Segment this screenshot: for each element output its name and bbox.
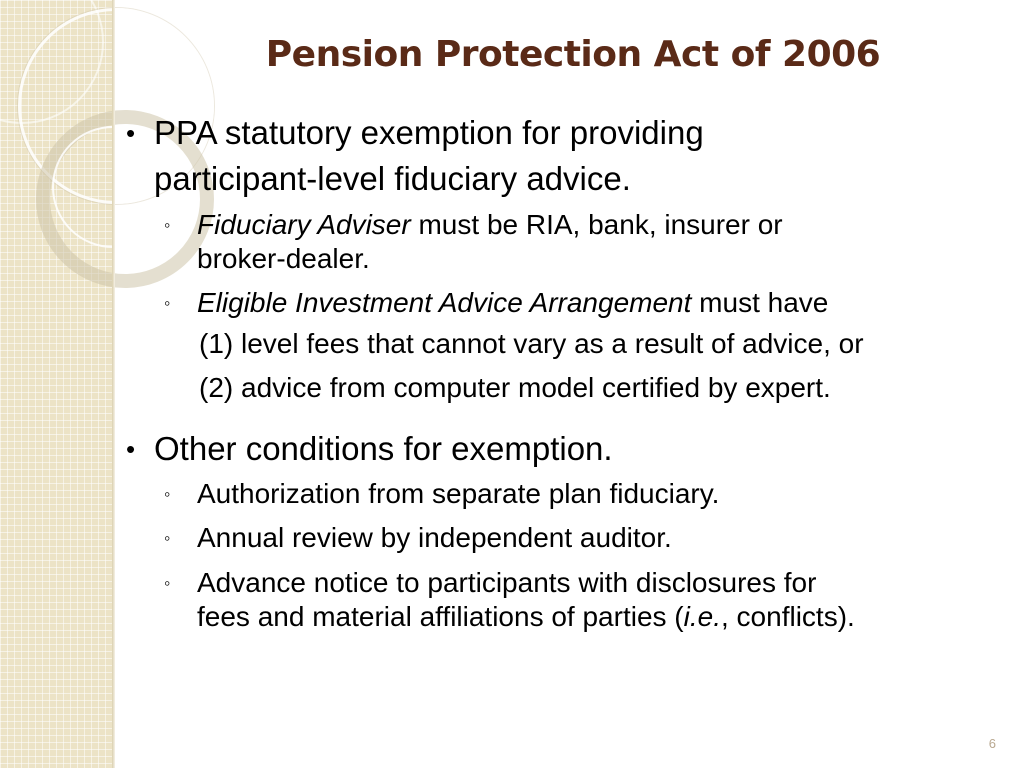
bullet-text: PPA statutory exemption for providing xyxy=(154,114,704,151)
bullet-text: Other conditions for exemption. xyxy=(154,430,613,467)
sub-bullet-text: Annual review by independent auditor. xyxy=(197,522,672,553)
term-fiduciary-adviser: Fiduciary Adviser xyxy=(197,209,411,240)
slide-number: 6 xyxy=(988,736,996,751)
sub-bullet-fiduciary-adviser xyxy=(126,208,1016,276)
sub-bullet-eligible-arrangement xyxy=(126,284,1016,322)
sub-bullet-text: broker-dealer. xyxy=(197,243,370,274)
sidebar-edge xyxy=(112,0,115,768)
term-eligible-arrangement: Eligible Investment Advice Arrangement xyxy=(197,287,692,318)
sub-bullet-icon: ◦ xyxy=(164,573,171,593)
slide-title: Pension Protection Act of 2006 xyxy=(265,34,881,75)
bullet-other-conditions xyxy=(126,426,1016,472)
sub-bullet-icon: ◦ xyxy=(164,528,171,548)
bullet-ppa-exemption xyxy=(126,110,1016,202)
abbrev-ie: i.e. xyxy=(683,601,721,632)
arrangement-condition-1: (1) level fees that cannot vary as a result of advice, or xyxy=(199,328,864,359)
sub-bullet-icon: ◦ xyxy=(164,215,171,235)
sub-bullet-text: must be RIA, bank, insurer or xyxy=(410,209,783,240)
sub-bullet-text: fees and material affiliations of parties ( xyxy=(197,601,684,632)
slide-body xyxy=(126,110,1016,634)
bullet-icon: • xyxy=(126,118,136,148)
sub-bullet-authorization xyxy=(126,472,1016,516)
sub-bullet-advance-notice xyxy=(126,566,1016,634)
bullet-icon: • xyxy=(126,434,136,464)
sub-bullet-text: Advance notice to participants with disclosures for xyxy=(197,567,817,598)
bullet-text: participant-level fiduciary advice. xyxy=(154,160,631,197)
sub-bullet-annual-review xyxy=(126,516,1016,560)
sub-bullet-text: Authorization from separate plan fiduciary. xyxy=(197,478,720,509)
arrangement-condition-2: (2) advice from computer model certified by expert. xyxy=(199,372,831,403)
sub-bullet-text: must have xyxy=(691,287,829,318)
sub-bullet-icon: ◦ xyxy=(164,484,171,504)
sub-bullet-icon: ◦ xyxy=(164,293,171,313)
sub-bullet-text: , conflicts). xyxy=(720,601,855,632)
